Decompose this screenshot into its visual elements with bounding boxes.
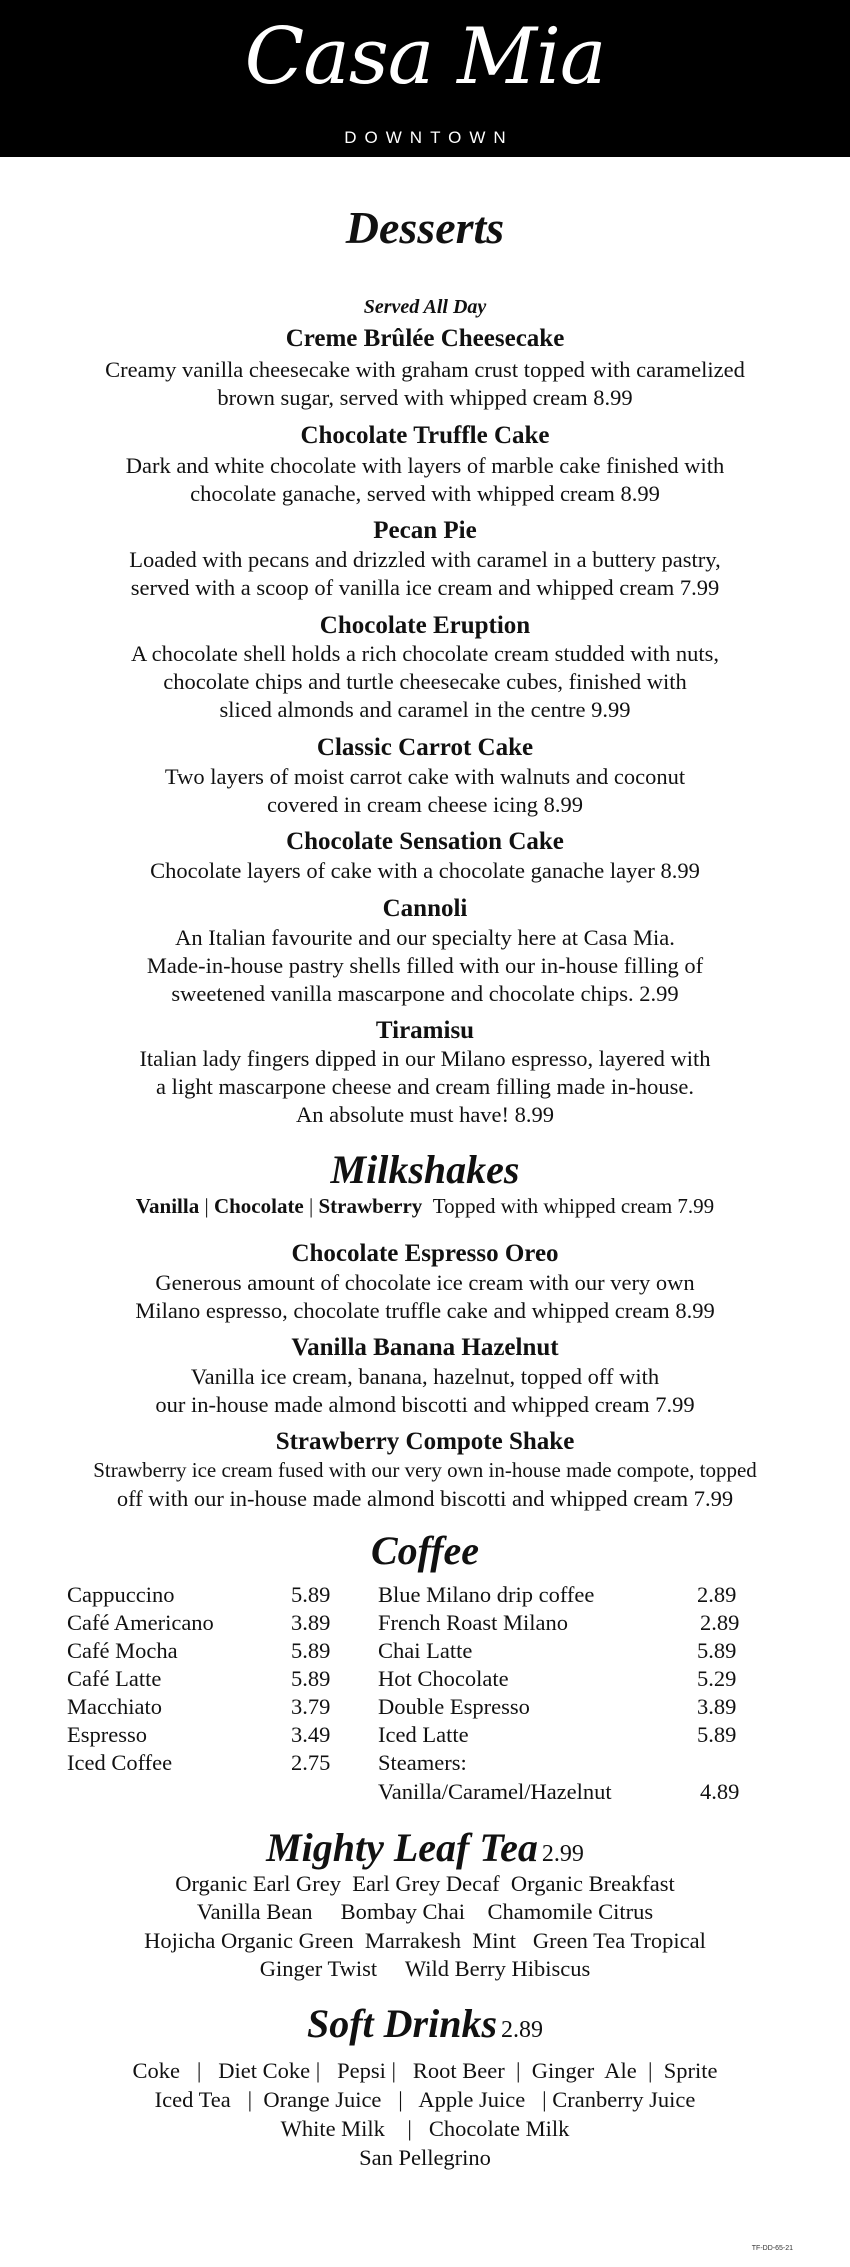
coffee-item-price: 5.89 xyxy=(291,1638,331,1663)
soft-drinks-line: White Milk | Chocolate Milk xyxy=(280,2116,570,2141)
milkshake-desc-line: Strawberry ice cream fused with our very own in-house made compote, topped xyxy=(93,1458,757,1482)
header-banner xyxy=(0,0,850,157)
flavor-note: Topped with whipped cream 7.99 xyxy=(432,1194,715,1218)
coffee-item-price: 5.89 xyxy=(291,1666,331,1691)
dessert-desc-line: covered in cream cheese icing 8.99 xyxy=(266,792,584,817)
dessert-name: Classic Carrot Cake xyxy=(316,734,534,761)
milkshake-desc-line: Milano espresso, chocolate truffle cake and whipped cream 8.99 xyxy=(135,1298,715,1323)
coffee-item-price: 2.75 xyxy=(291,1750,331,1775)
milkshake-flavors xyxy=(0,1196,850,1217)
dessert-desc-line: a light mascarpone cheese and cream filling made in-house. xyxy=(156,1074,694,1099)
tea-title: Mighty Leaf Tea xyxy=(266,1825,538,1870)
coffee-item-name: Double Espresso xyxy=(378,1694,530,1719)
logo-script: Casa Mia xyxy=(244,12,606,102)
coffee-item-name: Cappuccino xyxy=(67,1582,175,1607)
soft-drinks-heading xyxy=(0,2001,850,2046)
tea-heading xyxy=(0,1825,850,1870)
dessert-name: Chocolate Eruption xyxy=(319,612,531,639)
coffee-item-name: Café Mocha xyxy=(67,1638,178,1663)
coffee-item-price: 4.89 xyxy=(700,1779,740,1804)
coffee-item-price: 5.89 xyxy=(291,1582,331,1607)
soft-drinks-line: San Pellegrino xyxy=(359,2145,491,2170)
coffee-item-name: Steamers: xyxy=(378,1750,467,1775)
logo-subtitle: DOWNTOWN xyxy=(344,128,514,147)
coffee-item-price: 5.29 xyxy=(697,1666,737,1691)
coffee-item-name: Vanilla/Caramel/Hazelnut xyxy=(378,1779,612,1804)
soft-drinks-line: Coke | Diet Coke | Pepsi | Root Beer | Ginger Ale | Sprite xyxy=(132,2058,718,2083)
milkshake-desc-line: our in-house made almond biscotti and whipped cream 7.99 xyxy=(155,1392,695,1417)
coffee-item-name: Chai Latte xyxy=(378,1638,473,1663)
tea-list-line: Organic Earl Grey Earl Grey Decaf Organic Breakfast xyxy=(175,1871,675,1896)
soft-drinks-price: 2.89 xyxy=(501,2017,544,2043)
milkshake-desc-line: Vanilla ice cream, banana, hazelnut, topped off with xyxy=(190,1364,660,1389)
flavor-separator: | xyxy=(204,1194,209,1218)
coffee-item-name: Café Americano xyxy=(67,1610,214,1635)
footer-code: TF-DD-65-21 xyxy=(751,2245,793,2252)
coffee-item-name: Café Latte xyxy=(67,1666,162,1691)
coffee-item-name: Hot Chocolate xyxy=(378,1666,509,1691)
dessert-desc-line: Italian lady fingers dipped in our Milano espresso, layered with xyxy=(139,1046,711,1071)
flavor-chocolate: Chocolate xyxy=(213,1194,304,1218)
tea-list-line: Hojicha Organic Green Marrakesh Mint Green Tea Tropical xyxy=(144,1928,706,1953)
dessert-desc-line: Creamy vanilla cheesecake with graham crust topped with caramelized xyxy=(105,357,745,382)
coffee-item-name: French Roast Milano xyxy=(378,1610,568,1635)
coffee-item-name: Iced Latte xyxy=(378,1722,469,1747)
flavor-separator: | xyxy=(309,1194,314,1218)
coffee-title: Coffee xyxy=(370,1528,480,1573)
coffee-item-price: 5.89 xyxy=(697,1638,737,1663)
dessert-name: Chocolate Truffle Cake xyxy=(300,422,550,449)
coffee-item-price: 3.49 xyxy=(291,1722,331,1747)
milkshake-desc-line: off with our in-house made almond biscotti and whipped cream 7.99 xyxy=(116,1486,734,1511)
dessert-desc-line: Loaded with pecans and drizzled with caramel in a buttery pastry, xyxy=(129,547,721,572)
desserts-title: Desserts xyxy=(345,202,505,253)
dessert-desc-line: A chocolate shell holds a rich chocolate cream studded with nuts, xyxy=(131,641,719,666)
coffee-item-price: 2.89 xyxy=(697,1582,737,1607)
dessert-name: Chocolate Sensation Cake xyxy=(286,828,564,855)
dessert-name: Tiramisu xyxy=(375,1017,475,1044)
dessert-desc-line: sliced almonds and caramel in the centre 9.99 xyxy=(219,697,631,722)
milkshake-name: Strawberry Compote Shake xyxy=(275,1428,575,1455)
dessert-desc-line: Chocolate layers of cake with a chocolate ganache layer 8.99 xyxy=(150,858,700,883)
dessert-desc-line: brown sugar, served with whipped cream 8.99 xyxy=(217,385,633,410)
soft-drinks-line: Iced Tea | Orange Juice | Apple Juice | Cranberry Juice xyxy=(154,2087,696,2112)
dessert-desc-line: chocolate chips and turtle cheesecake cubes, finished with xyxy=(163,669,687,694)
tea-list-line: Vanilla Bean Bombay Chai Chamomile Citrus xyxy=(196,1899,654,1924)
dessert-desc-line: An Italian favourite and our specialty here at Casa Mia. xyxy=(175,925,675,950)
milkshakes-title: Milkshakes xyxy=(330,1147,520,1192)
dessert-desc-line: Dark and white chocolate with layers of marble cake finished with xyxy=(125,453,725,478)
coffee-item-name: Iced Coffee xyxy=(67,1750,173,1775)
dessert-name: Cannoli xyxy=(382,895,468,922)
coffee-item-price: 3.89 xyxy=(291,1610,331,1635)
coffee-item-name: Macchiato xyxy=(67,1694,162,1719)
coffee-item-price: 5.89 xyxy=(697,1722,737,1747)
flavor-strawberry: Strawberry xyxy=(318,1194,423,1218)
served-all-day: Served All Day xyxy=(363,296,487,318)
tea-price: 2.99 xyxy=(541,1841,584,1867)
dessert-desc-line: sweetened vanilla mascarpone and chocolate chips. 2.99 xyxy=(171,981,679,1006)
coffee-item-price: 3.79 xyxy=(291,1694,331,1719)
milkshake-name: Chocolate Espresso Oreo xyxy=(291,1240,559,1267)
dessert-desc-line: Two layers of moist carrot cake with walnuts and coconut xyxy=(164,764,686,789)
flavor-vanilla: Vanilla xyxy=(135,1194,200,1218)
coffee-item-name: Blue Milano drip coffee xyxy=(378,1582,595,1607)
coffee-item-price: 2.89 xyxy=(700,1610,740,1635)
coffee-item-price: 3.89 xyxy=(697,1694,737,1719)
milkshake-name: Vanilla Banana Hazelnut xyxy=(291,1334,559,1361)
tea-list-line: Ginger Twist Wild Berry Hibiscus xyxy=(259,1956,591,1981)
soft-drinks-title: Soft Drinks xyxy=(306,2001,498,2046)
dessert-name: Creme Brûlée Cheesecake xyxy=(285,325,565,352)
dessert-desc-line: An absolute must have! 8.99 xyxy=(295,1102,555,1127)
dessert-desc-line: chocolate ganache, served with whipped cream 8.99 xyxy=(190,481,660,506)
milkshake-desc-line: Generous amount of chocolate ice cream with our very own xyxy=(155,1270,695,1295)
dessert-desc-line: served with a scoop of vanilla ice cream and whipped cream 7.99 xyxy=(130,575,720,600)
coffee-item-name: Espresso xyxy=(67,1722,147,1747)
dessert-desc-line: Made-in-house pastry shells filled with our in-house filling of xyxy=(146,953,704,978)
dessert-name: Pecan Pie xyxy=(373,517,477,544)
